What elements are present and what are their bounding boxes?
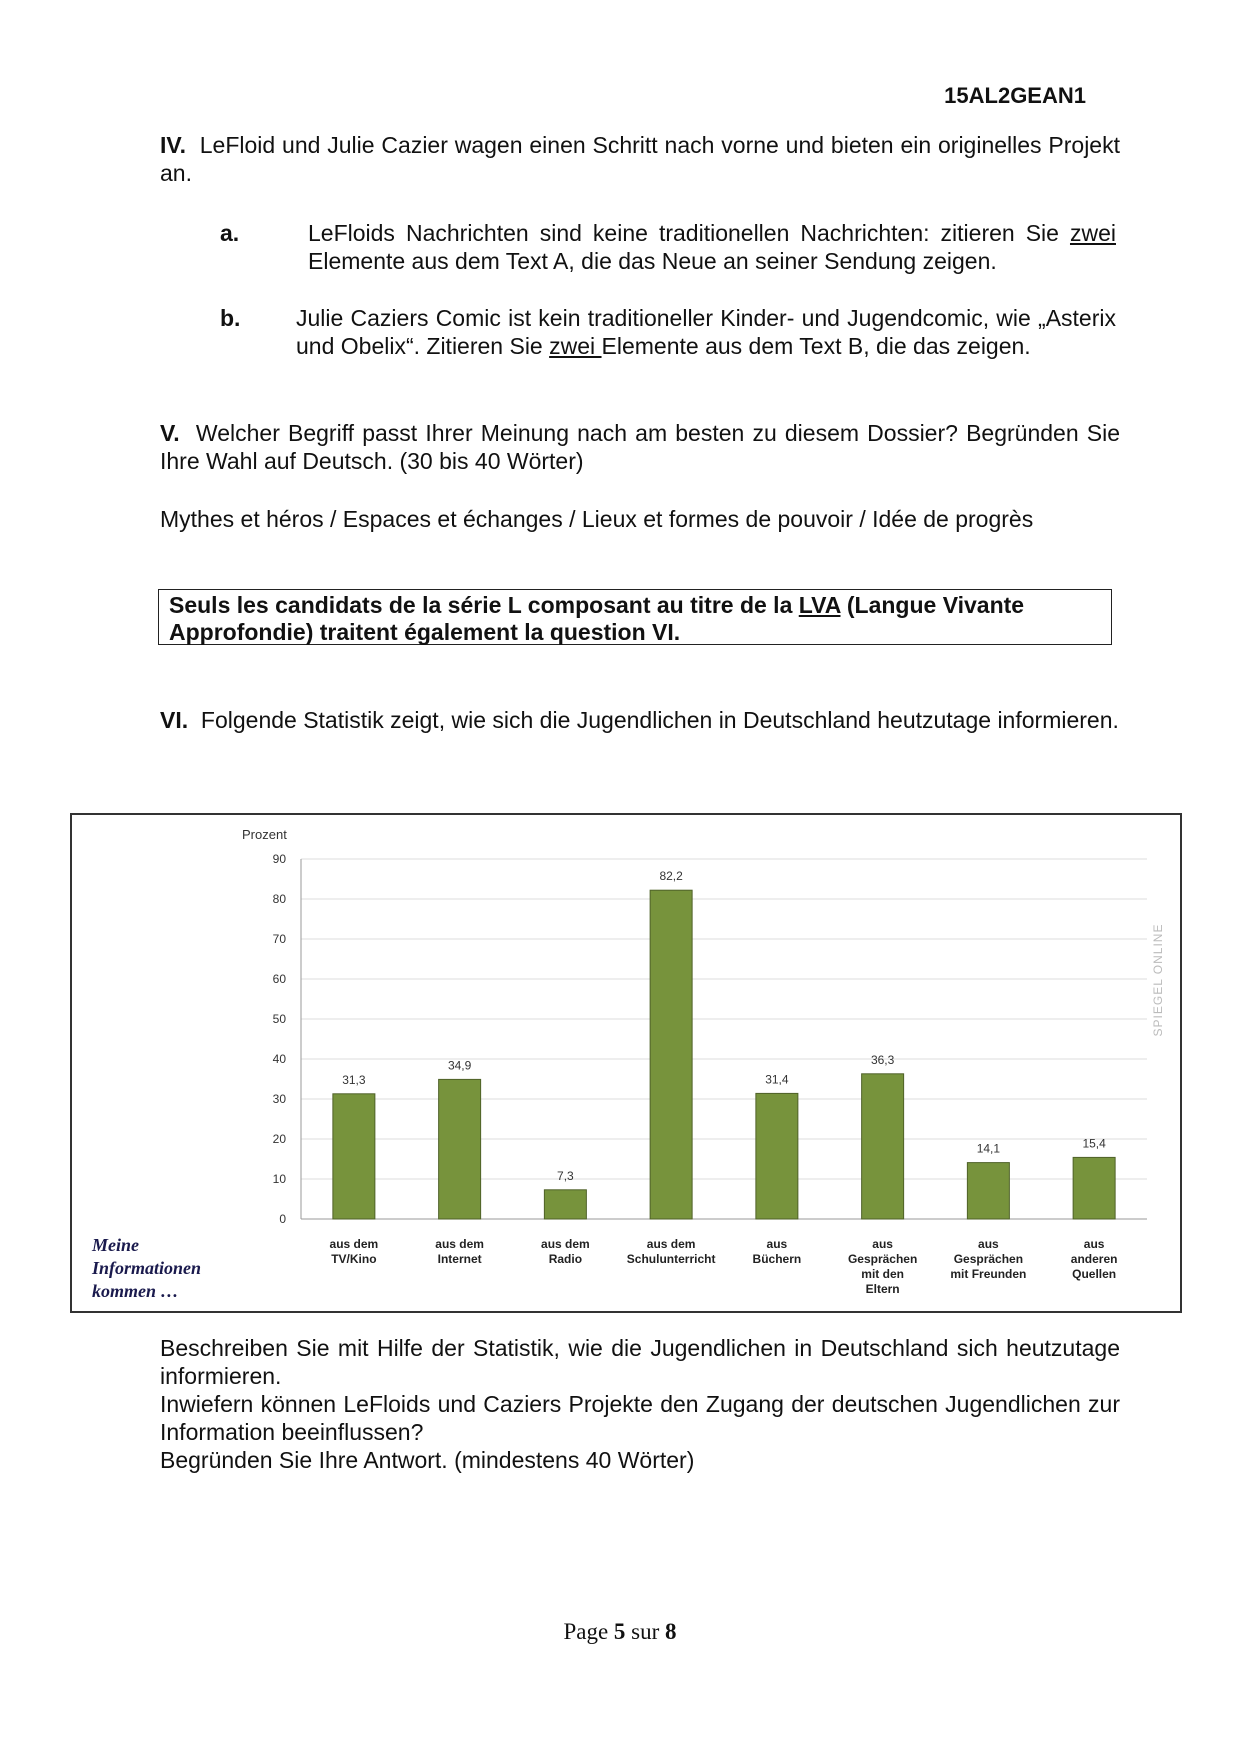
question-describe: Beschreiben Sie mit Hilfe der Statistik, wie die Jugendlichen in Deutschland sich heutzutage informieren. bbox=[160, 1335, 1120, 1389]
bar bbox=[439, 1079, 481, 1219]
question-justify: Begründen Sie Ihre Antwort. (mindestens 40 Wörter) bbox=[160, 1447, 695, 1473]
bar-value-label: 82,2 bbox=[659, 869, 683, 884]
category-label: aus bbox=[1083, 1237, 1105, 1251]
topic-options: Mythes et héros / Espaces et échanges / Lieux et formes de pouvoir / Idée de progrès bbox=[160, 506, 1034, 532]
category-label: mit Freunden bbox=[950, 1267, 1027, 1281]
category-label: Gesprächen bbox=[953, 1252, 1024, 1266]
question-influence: Inwiefern können LeFloids und Caziers Projekte den Zugang der deutschen Jugendlichen zur Information beeinflussen? bbox=[160, 1391, 1120, 1445]
document-code: 15AL2GEAN1 bbox=[944, 83, 1086, 108]
category-label: Eltern bbox=[865, 1282, 900, 1296]
y-tick-label: 90 bbox=[272, 852, 286, 866]
y-tick-label: 20 bbox=[272, 1132, 286, 1146]
item-b-label: b. bbox=[220, 305, 241, 331]
lva-notice-box: Seuls les candidats de la série L composant au titre de la LVA (Langue Vivante Approfondie) traitent également la question VI. bbox=[158, 589, 1112, 645]
category-label: Internet bbox=[437, 1252, 482, 1266]
y-tick-label: 0 bbox=[279, 1212, 286, 1226]
section-v-label: V. bbox=[160, 420, 180, 446]
section-iv-text: LeFloid und Julie Cazier wagen einen Schritt nach vorne und bieten ein originelles Projekt an. bbox=[160, 132, 1120, 186]
category-label: Radio bbox=[548, 1252, 583, 1266]
bar-value-label: 31,3 bbox=[342, 1072, 366, 1087]
section-v-text: Welcher Begriff passt Ihrer Meinung nach am besten zu diesem Dossier? Begründen Sie Ihre Wahl auf Deutsch. (30 bis 40 Wörter) bbox=[160, 420, 1120, 474]
bar bbox=[650, 890, 692, 1219]
y-tick-label: 50 bbox=[272, 1012, 286, 1026]
underlined-zwei: zwei bbox=[549, 333, 602, 359]
category-label: aus bbox=[872, 1237, 893, 1251]
underlined-zwei: zwei bbox=[1069, 220, 1116, 246]
y-tick-label: 80 bbox=[272, 892, 286, 906]
item-a-label: a. bbox=[220, 220, 240, 246]
category-label: aus bbox=[978, 1237, 999, 1251]
section-vi-label: VI. bbox=[160, 707, 189, 733]
underlined-lva: LVA bbox=[798, 592, 841, 618]
page-footer: Page 5 sur 8 bbox=[563, 1619, 677, 1644]
category-label: TV/Kino bbox=[331, 1252, 377, 1266]
bar bbox=[1073, 1157, 1115, 1219]
spiegel-watermark: SPIEGEL ONLINE bbox=[1151, 923, 1165, 1037]
category-label: anderen bbox=[1070, 1252, 1118, 1266]
category-label: aus dem bbox=[329, 1237, 379, 1251]
chart-caption: Meine bbox=[92, 1235, 139, 1255]
section-iv bbox=[160, 131, 1120, 187]
bar-value-label: 36,3 bbox=[870, 1052, 895, 1067]
y-tick-label: 60 bbox=[272, 972, 286, 986]
category-label: Gesprächen bbox=[847, 1252, 918, 1266]
item-b-text: Julie Caziers Comic ist kein traditioneller Kinder- und Jugendcomic, wie „Asterix und Obelix“. Zitieren Sie zwei Elemente aus dem Text B, die das zeigen. bbox=[296, 305, 1116, 359]
category-label: mit den bbox=[861, 1267, 904, 1281]
statistics-chart bbox=[70, 813, 1182, 1313]
bar bbox=[333, 1094, 375, 1219]
bar bbox=[967, 1163, 1009, 1219]
bar-chart bbox=[72, 815, 1180, 1311]
category-label: aus dem bbox=[435, 1237, 484, 1251]
category-label: aus dem bbox=[646, 1237, 696, 1251]
category-label: aus dem bbox=[541, 1237, 590, 1251]
y-tick-label: 30 bbox=[272, 1092, 286, 1106]
section-vi bbox=[160, 706, 1120, 734]
bar bbox=[756, 1093, 798, 1219]
bar bbox=[862, 1074, 904, 1219]
bar-value-label: 14,1 bbox=[976, 1141, 1001, 1156]
category-label: aus bbox=[766, 1237, 788, 1251]
category-label: Büchern bbox=[752, 1252, 802, 1266]
y-tick-label: 40 bbox=[272, 1052, 286, 1066]
bar-value-label: 7,3 bbox=[557, 1168, 574, 1183]
section-iv-label: IV. bbox=[160, 132, 187, 158]
section-vi-text: Folgende Statistik zeigt, wie sich die Jugendlichen in Deutschland heutzutage informieren. bbox=[200, 707, 1119, 733]
bar-value-label: 34,9 bbox=[447, 1058, 472, 1073]
category-label: Schulunterricht bbox=[626, 1252, 716, 1266]
bar-value-label: 15,4 bbox=[1082, 1136, 1106, 1151]
section-v bbox=[160, 419, 1120, 475]
y-axis-label: Prozent bbox=[242, 827, 287, 842]
bar-value-label: 31,4 bbox=[765, 1072, 789, 1087]
page-total: 8 bbox=[665, 1619, 677, 1644]
item-a-text: LeFloids Nachrichten sind keine traditionellen Nachrichten: zitieren Sie zwei Elemente aus dem Text A, die das Neue an seiner Sendung zeigen. bbox=[308, 220, 1116, 274]
chart-caption: kommen … bbox=[92, 1281, 179, 1301]
page-number: 5 bbox=[613, 1619, 626, 1644]
bar bbox=[544, 1190, 586, 1219]
y-tick-label: 10 bbox=[272, 1172, 286, 1186]
chart-caption: Informationen bbox=[92, 1258, 202, 1278]
y-tick-label: 70 bbox=[272, 932, 286, 946]
category-label: Quellen bbox=[1072, 1267, 1117, 1281]
